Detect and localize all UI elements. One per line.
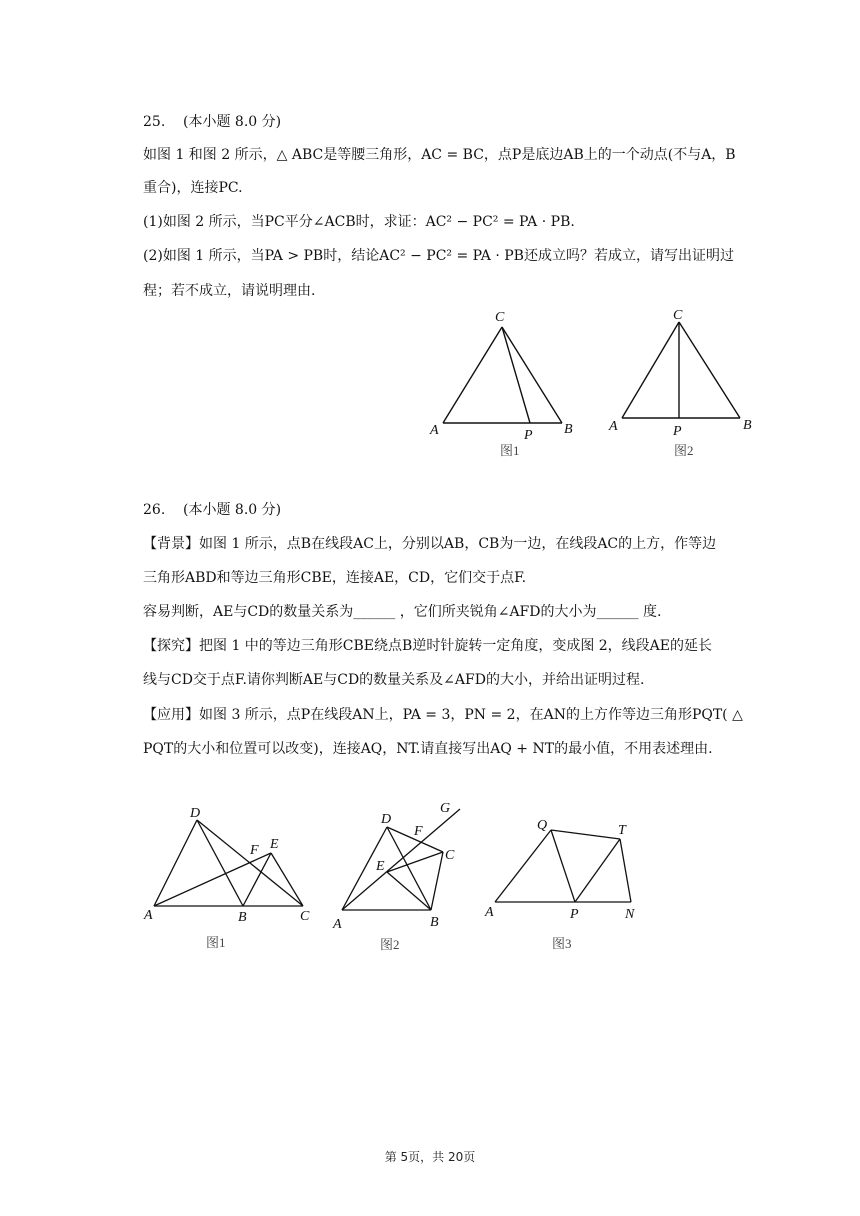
q25-fig1-label-c: C [495,310,505,325]
q26-line-2: 三角形ABD和等边三角形CBE，连接AE，CD，它们交于点F. [143,570,527,586]
q26-fig3-segment-qt [551,830,620,839]
q25-fig2-caption: 图2 [674,443,694,458]
q25-line-5: 程；若不成立，请说明理由. [143,283,316,299]
q25-line-4: (2)如图 1 所示，当PA > PB时，结论AC² − PC² = PA · PB还成立吗？若成立，请写出证明过 [143,248,734,264]
q25-fig1-label-p: P [524,428,533,443]
q26-fig2-label-a: A [333,917,342,932]
q26-fig1-segment-ec [271,853,303,906]
q25-fig2-label-p: P [673,424,682,439]
q25-fig2-label-b: B [743,418,752,433]
q26-fig1-caption: 图1 [206,935,226,950]
q25-figure-1 [420,305,590,465]
q26-fig2-segment-be [387,872,431,910]
q26-line-3: 容易判断，AE与CD的数量关系为______ ，它们所夹锐角∠AFD的大小为______ 度. [143,604,662,620]
q25-header [143,112,281,132]
q26-fig2-segment-ec [387,852,443,872]
q26-fig1-label-d: D [190,806,201,821]
q26-fig3-caption: 图3 [552,936,572,951]
q26-fig1-segment-ae [154,853,271,906]
q25-fig1-caption: 图1 [500,443,520,458]
q26-fig2-label-c: C [445,848,455,863]
q26-header [143,500,281,520]
q26-fig2-label-b: B [430,915,439,930]
q26-fig2-segment-bc [431,852,443,910]
q26-fig3-segment-tn [620,839,631,902]
q25-line-2: 重合)，连接PC. [143,180,243,196]
q25-line-1: 如图 1 和图 2 所示，△ ABC是等腰三角形，AC = BC，点P是底边AB上的一个动点(不与A，B [143,147,736,163]
q25-figure-2 [600,305,770,465]
q26-fig1-segment-db [197,820,243,906]
q26-fig1-label-c: C [300,909,310,924]
q26-line-6: 【应用】如图 3 所示，点P在线段AN上，PA = 3，PN = 2，在AN的上方作等边三角形PQT( △ [143,707,743,723]
q25-fig1-side-bc [502,327,562,423]
q26-line-1: 【背景】如图 1 所示，点B在线段AC上，分别以AB，CB为一边，在线段AC的上方，作等边 [143,536,717,552]
q25-fig1-segment-pc [502,327,530,423]
q26-fig2-caption: 图2 [380,937,400,952]
q26-figure-1 [140,795,325,960]
q26-fig1-segment-ad [154,820,197,906]
q26-fig1-label-b: B [238,910,247,925]
q25-fig2-label-a: A [609,419,618,434]
q25-fig2-label-c: C [673,308,683,323]
q25-fig2-side-bc [679,322,740,418]
q26-figure-2 [325,795,475,960]
q26-fig1-label-e: E [270,837,279,852]
q26-line-5: 线与CD交于点F.请你判断AE与CD的数量关系及∠AFD的大小，并给出证明过程. [143,672,645,688]
q26-fig3-label-a: A [485,905,494,920]
q26-fig1-label-a: A [144,908,153,923]
q25-line-3: (1)如图 2 所示，当PC平分∠ACB时，求证：AC² − PC² = PA · PB. [143,214,575,230]
q26-line-4: 【探究】把图 1 中的等边三角形CBE绕点B逆时针旋转一定角度，变成图 2，线段AE的延长 [143,638,713,654]
q26-fig3-segment-pt [575,839,620,902]
page-footer: 第 5页，共 20页 [384,1150,476,1164]
q25-fig2-side-ac [622,322,679,418]
q26-fig2-label-d: D [381,812,392,827]
q26-fig3-segment-aq [495,830,551,902]
q26-fig3-label-n: N [625,907,635,922]
q26-fig3-segment-qp [551,830,575,902]
q26-fig2-segment-ag [342,809,460,910]
q26-fig3-label-p: P [570,907,579,922]
q25-number: 25. [143,114,166,130]
q26-fig1-label-f: F [250,843,259,858]
q26-figure-3 [480,808,650,958]
q26-fig2-label-f: F [414,824,423,839]
q26-fig2-label-g: G [440,801,451,816]
q25-fig1-label-b: B [564,422,573,437]
q26-fig2-label-e: E [376,859,385,874]
q25-fig1-side-ac [443,327,502,423]
q26-number: 26. [143,502,166,518]
q26-fig3-label-t: T [618,823,626,838]
q26-score: (本小题 8.0 分) [183,502,282,518]
q25-score: (本小题 8.0 分) [183,114,282,130]
q26-fig3-label-q: Q [537,818,548,833]
q25-fig1-label-a: A [430,423,439,438]
q26-line-7: PQT的大小和位置可以改变)，连接AQ，NT.请直接写出AQ + NT的最小值，不用表述理由. [143,741,713,757]
